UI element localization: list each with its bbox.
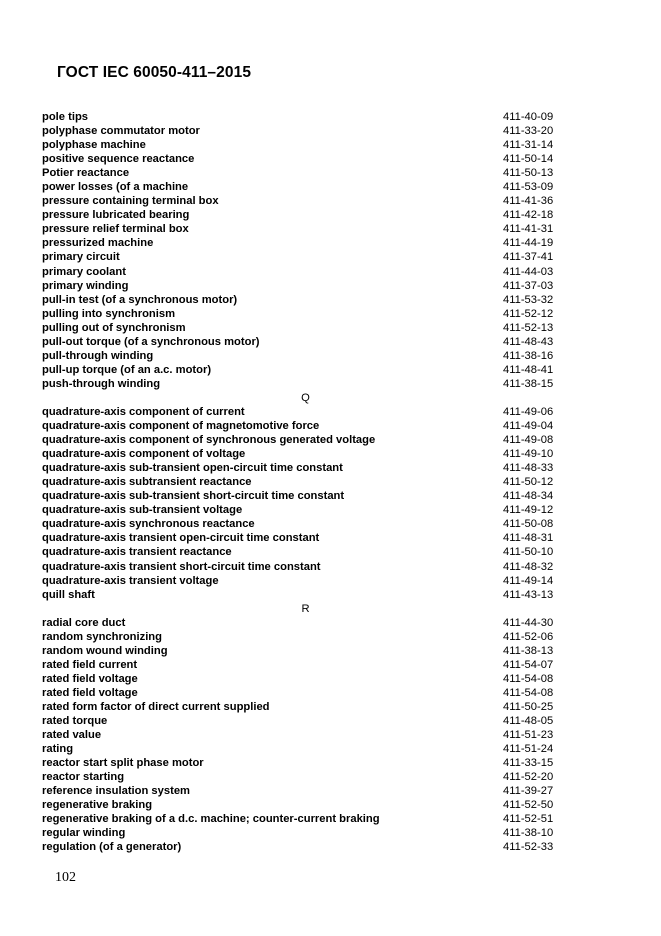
index-entry <box>42 461 562 475</box>
index-entry <box>42 208 562 222</box>
term-index-list <box>42 110 562 854</box>
entry-code: 411-38-13 <box>503 644 554 657</box>
entry-code: 411-50-10 <box>503 546 554 559</box>
entry-term: positive sequence reactance <box>42 153 195 166</box>
entry-term: regenerative braking of a d.c. machine; counter-current braking <box>42 813 380 826</box>
entry-code: 411-49-04 <box>503 420 554 433</box>
entry-term: rated value <box>42 729 102 742</box>
index-entry <box>42 349 562 363</box>
index-entry <box>42 531 562 545</box>
entry-code: 411-48-33 <box>503 462 554 475</box>
index-entry <box>42 616 562 630</box>
page-number: 102 <box>55 870 76 885</box>
entry-term: quadrature-axis synchronous reactance <box>42 518 255 531</box>
index-entry <box>42 588 562 602</box>
index-entry <box>42 574 562 588</box>
index-entry <box>42 489 562 503</box>
entry-term: quill shaft <box>42 588 95 601</box>
entry-term: quadrature-axis sub-transient short-circuit time constant <box>42 490 345 503</box>
entry-term: push-through winding <box>42 377 161 390</box>
entry-code: 411-40-09 <box>503 111 554 123</box>
entry-code: 411-53-09 <box>503 181 554 194</box>
entry-term: reactor starting <box>42 771 125 784</box>
entry-code: 411-52-13 <box>503 321 554 334</box>
index-entry <box>42 194 562 208</box>
index-entry <box>42 742 562 756</box>
index-entry <box>42 363 562 377</box>
entry-term: pressure relief terminal box <box>42 223 189 236</box>
entry-term: primary winding <box>42 279 129 292</box>
entry-term: quadrature-axis component of synchronous generated voltage <box>42 434 376 447</box>
index-entry <box>42 405 562 419</box>
index-entry <box>42 447 562 461</box>
index-entry <box>42 180 562 194</box>
entry-term: rated field voltage <box>42 686 138 699</box>
entry-code: 411-49-06 <box>503 405 554 418</box>
entry-term: pulling into synchronism <box>42 307 176 320</box>
entry-term: primary coolant <box>42 265 126 278</box>
entry-code: 411-39-27 <box>503 785 554 798</box>
index-entry <box>42 265 562 279</box>
entry-code: 411-48-43 <box>503 335 554 348</box>
entry-term: polyphase machine <box>42 139 146 152</box>
index-entry <box>42 560 562 574</box>
entry-code: 411-42-18 <box>503 209 554 222</box>
entry-term: radial core duct <box>42 616 126 629</box>
index-entry <box>42 152 562 166</box>
entry-code: 411-44-19 <box>503 237 554 250</box>
entry-term: regulation (of a generator) <box>42 841 182 854</box>
entry-code: 411-50-13 <box>503 167 554 180</box>
entry-code: 411-54-07 <box>503 658 554 671</box>
entry-code: 411-53-32 <box>503 293 554 306</box>
entry-term: rated torque <box>42 715 108 728</box>
index-entry <box>42 714 562 728</box>
entry-code: 411-52-50 <box>503 799 554 812</box>
index-entry <box>42 630 562 644</box>
entry-code: 411-48-41 <box>503 363 554 376</box>
entry-code: 411-52-20 <box>503 771 554 784</box>
entry-code: 411-49-08 <box>503 434 554 447</box>
entry-term: quadrature-axis sub-transient voltage <box>42 504 243 517</box>
section-letter: Q <box>301 391 310 404</box>
index-entry <box>42 728 562 742</box>
index-entry <box>42 545 562 559</box>
index-entry <box>42 784 562 798</box>
entry-term: quadrature-axis transient short-circuit time constant <box>42 560 321 573</box>
entry-code: 411-43-13 <box>503 588 554 601</box>
index-entry <box>42 686 562 700</box>
entry-term: pull-in test (of a synchronous motor) <box>42 293 238 306</box>
entry-code: 411-37-03 <box>503 279 554 292</box>
entry-code: 411-49-10 <box>503 448 554 461</box>
entry-term: random wound winding <box>42 644 168 657</box>
entry-code: 411-48-32 <box>503 560 554 573</box>
entry-term: quadrature-axis transient open-circuit time constant <box>42 532 320 545</box>
entry-code: 411-49-12 <box>503 504 554 517</box>
entry-code: 411-48-31 <box>503 532 554 545</box>
entry-code: 411-52-33 <box>503 841 554 854</box>
index-entry <box>42 124 562 138</box>
entry-code: 411-33-15 <box>503 757 554 770</box>
entry-code: 411-37-41 <box>503 251 554 264</box>
index-entry <box>42 826 562 840</box>
entry-term: rating <box>42 743 74 756</box>
entry-term: quadrature-axis sub-transient open-circuit time constant <box>42 462 343 475</box>
index-entry <box>42 517 562 531</box>
entry-code: 411-50-08 <box>503 518 554 531</box>
index-entry <box>42 419 562 433</box>
entry-term: pressure lubricated bearing <box>42 209 190 222</box>
entry-term: quadrature-axis subtransient reactance <box>42 476 252 489</box>
entry-term: quadrature-axis transient reactance <box>42 546 232 559</box>
index-entry <box>42 307 562 321</box>
entry-code: 411-38-15 <box>503 377 554 390</box>
entry-code: 411-44-30 <box>503 616 554 629</box>
index-entry <box>42 222 562 236</box>
entry-term: Potier reactance <box>42 167 130 180</box>
index-entry <box>42 840 562 854</box>
entry-code: 411-41-31 <box>503 223 554 236</box>
entry-term: rated field voltage <box>42 672 138 685</box>
entry-code: 411-48-34 <box>503 490 554 503</box>
entry-code: 411-41-36 <box>503 195 554 208</box>
index-entry <box>42 433 562 447</box>
index-entry <box>42 377 562 391</box>
section-letter: R <box>301 602 310 615</box>
entry-code: 411-50-14 <box>503 153 554 166</box>
entry-term: polyphase commutator motor <box>42 125 200 138</box>
entry-term: pole tips <box>42 111 88 123</box>
entry-code: 411-50-12 <box>503 476 554 489</box>
entry-term: quadrature-axis transient voltage <box>42 574 219 587</box>
document-header: ГОСТ IEC 60050-411–2015 <box>57 64 252 81</box>
entry-term: quadrature-axis component of magnetomotive force <box>42 420 320 433</box>
entry-code: 411-52-06 <box>503 630 554 643</box>
entry-code: 411-51-23 <box>503 729 554 742</box>
entry-code: 411-51-24 <box>503 743 554 756</box>
index-entry <box>42 166 562 180</box>
entry-term: pull-out torque (of a synchronous motor) <box>42 335 260 348</box>
entry-term: regular winding <box>42 827 126 840</box>
entry-code: 411-50-25 <box>503 700 554 713</box>
entry-term: rated form factor of direct current supplied <box>42 700 270 713</box>
entry-term: power losses (of a machine <box>42 181 189 194</box>
entry-term: reactor start split phase motor <box>42 757 204 770</box>
index-entry <box>42 770 562 784</box>
index-entry <box>42 293 562 307</box>
index-entry <box>42 475 562 489</box>
index-entry <box>42 672 562 686</box>
entry-term: pressure containing terminal box <box>42 195 219 208</box>
entry-code: 411-54-08 <box>503 672 554 685</box>
entry-code: 411-54-08 <box>503 686 554 699</box>
index-entry <box>42 503 562 517</box>
entry-term: pull-up torque (of an a.c. motor) <box>42 363 212 376</box>
entry-code: 411-49-14 <box>503 574 554 587</box>
index-entry <box>42 658 562 672</box>
entry-code: 411-33-20 <box>503 125 554 138</box>
entry-term: primary circuit <box>42 251 120 264</box>
entry-term: pull-through winding <box>42 349 154 362</box>
entry-term: quadrature-axis component of voltage <box>42 448 246 461</box>
index-entry <box>42 798 562 812</box>
entry-code: 411-52-51 <box>503 813 554 826</box>
entry-term: reference insulation system <box>42 785 190 798</box>
entry-code: 411-48-05 <box>503 715 554 728</box>
entry-term: pulling out of synchronism <box>42 321 186 334</box>
entry-term: pressurized machine <box>42 237 154 250</box>
entry-code: 411-52-12 <box>503 307 554 320</box>
index-entry <box>42 756 562 770</box>
index-entry <box>42 644 562 658</box>
index-entry <box>42 110 562 124</box>
entry-code: 411-38-16 <box>503 349 554 362</box>
index-entry <box>42 250 562 264</box>
index-entry <box>42 321 562 335</box>
index-entry <box>42 236 562 250</box>
entry-term: quadrature-axis component of current <box>42 405 245 418</box>
entry-code: 411-38-10 <box>503 827 554 840</box>
entry-code: 411-31-14 <box>503 139 554 152</box>
entry-term: rated field current <box>42 658 138 671</box>
index-entry <box>42 279 562 293</box>
entry-term: random synchronizing <box>42 630 162 643</box>
index-entry <box>42 335 562 349</box>
index-entry <box>42 700 562 714</box>
index-entry <box>42 138 562 152</box>
entry-code: 411-44-03 <box>503 265 554 278</box>
entry-term: regenerative braking <box>42 799 153 812</box>
index-entry <box>42 812 562 826</box>
